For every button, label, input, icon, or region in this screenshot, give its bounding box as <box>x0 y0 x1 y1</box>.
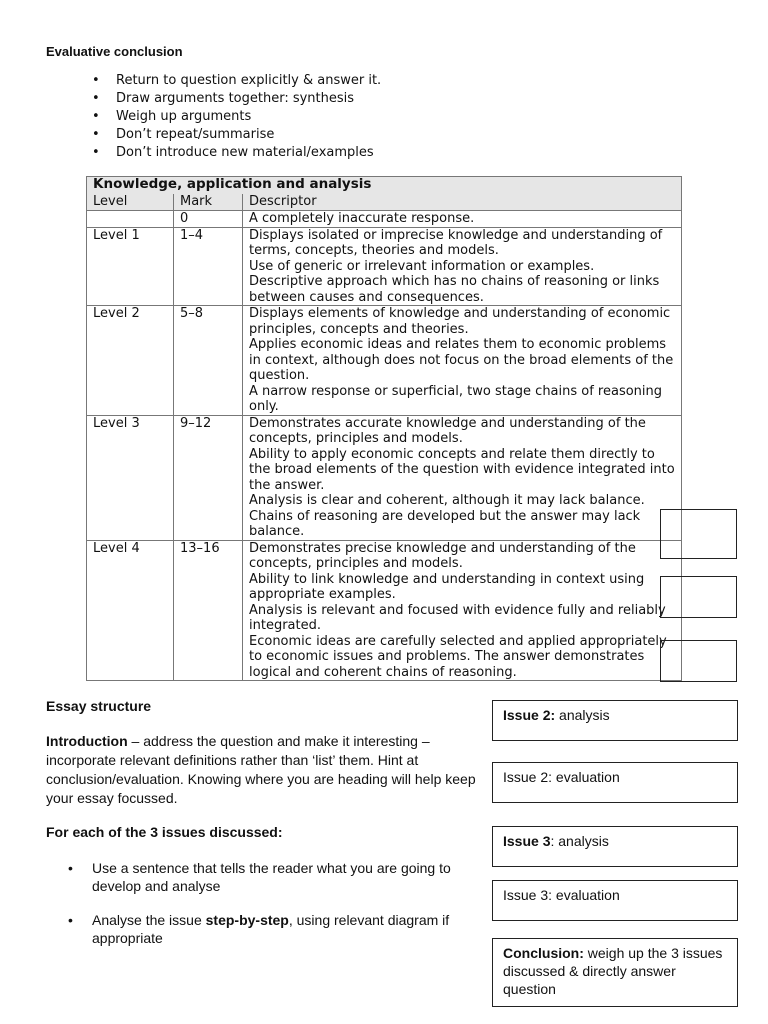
evaluative-conclusion-list <box>46 72 381 162</box>
descriptor-line: Ability to apply economic concepts and relate them directly to the broad elements of the question with evidence integrated into the answer. <box>249 446 675 493</box>
list-item: • Return to question explicitly & answer it. <box>46 72 381 90</box>
box-label: Conclusion: <box>503 945 584 961</box>
descriptor-line: A narrow response or superficial, two stage chains of reasoning only. <box>249 383 663 414</box>
mark-cell: 1–4 <box>174 227 243 306</box>
table-header-row <box>87 194 682 211</box>
list-item: • Don’t repeat/summarise <box>46 126 381 144</box>
box-label: Issue 3 <box>503 833 551 849</box>
empty-box <box>660 576 737 618</box>
empty-box <box>660 509 737 559</box>
table-row <box>87 306 682 416</box>
issue3-evaluation-box: Issue 3: evaluation <box>492 880 738 921</box>
descriptor-line: Displays isolated or imprecise knowledge and understanding of terms, concepts, theories and models. <box>249 227 663 258</box>
list-item <box>46 911 476 947</box>
descriptor-line: Demonstrates precise knowledge and understanding of the concepts, principles and models. <box>249 540 636 571</box>
level-cell: Level 3 <box>87 415 174 540</box>
level-cell: Level 1 <box>87 227 174 306</box>
level-cell: Level 2 <box>87 306 174 416</box>
mark-cell: 0 <box>174 211 243 228</box>
table-row <box>87 415 682 540</box>
introduction-label: Introduction <box>46 733 128 749</box>
list-item: • Draw arguments together: synthesis <box>46 90 381 108</box>
essay-structure-heading: Essay structure <box>46 698 152 714</box>
descriptor-line: Applies economic ideas and relates them to economic problems in context, although does not focus on the broad elements of the question. <box>249 337 674 383</box>
box-label: Issue 2: <box>503 707 556 723</box>
bullet-text: , using relevant diagram if appropriate <box>92 912 450 946</box>
empty-box <box>660 640 737 682</box>
issues-heading: For each of the 3 issues discussed: <box>46 824 283 840</box>
descriptor-line: Analysis is clear and coherent, although it may lack balance. <box>249 493 645 508</box>
table-row <box>87 227 682 306</box>
header-mark: Mark <box>174 194 243 211</box>
introduction-text: – address the question and make it interesting – incorporate relevant definitions rather than ‘list’ them. Hint at conclusion/evaluation. Knowing where you are heading will help keep your essay focussed. <box>46 733 476 806</box>
box-text: analysis <box>555 707 610 723</box>
descriptor-cell <box>243 540 682 681</box>
descriptor-line: Analysis is relevant and focused with evidence fully and reliably integrated. <box>249 602 666 633</box>
descriptor-line: Economic ideas are carefully selected and applied appropriately to economic issues and problems. The answer demonstrates logical and coherent chains of reasoning. <box>249 633 667 680</box>
descriptor-cell <box>243 306 682 416</box>
descriptor-cell <box>243 415 682 540</box>
mark-cell: 9–12 <box>174 415 243 540</box>
table-row <box>87 540 682 681</box>
bullet-text: Analyse the issue <box>92 912 206 928</box>
box-text: weigh up the 3 issues discussed & directly answer question <box>503 945 723 997</box>
bullet-emphasis: step-by-step <box>205 912 289 928</box>
descriptor-line: Demonstrates accurate knowledge and understanding of the concepts, principles and models. <box>249 415 646 446</box>
table-row <box>87 211 682 228</box>
descriptor-cell <box>243 211 682 228</box>
header-level: Level <box>87 194 174 211</box>
table-title: Knowledge, application and analysis <box>87 177 682 195</box>
descriptor-line: Displays elements of knowledge and understanding of economic principles, concepts and theories. <box>249 306 671 337</box>
introduction-paragraph <box>46 732 476 808</box>
table-title-row <box>87 177 682 195</box>
list-item: • Don’t introduce new material/examples <box>46 144 381 162</box>
list-item: • Weigh up arguments <box>46 108 381 126</box>
descriptor-line: Chains of reasoning are developed but the answer may lack balance. <box>249 508 641 539</box>
conclusion-box <box>492 938 738 1007</box>
descriptor-cell <box>243 227 682 306</box>
level-cell <box>87 211 174 228</box>
mark-cell: 5–8 <box>174 306 243 416</box>
evaluative-conclusion-heading: Evaluative conclusion <box>46 44 183 59</box>
header-descriptor: Descriptor <box>243 194 682 211</box>
descriptor-line: Ability to link knowledge and understanding in context using appropriate examples. <box>249 571 645 602</box>
issue2-evaluation-box: Issue 2: evaluation <box>492 762 738 803</box>
issue2-analysis-box <box>492 700 738 741</box>
list-item: • Use a sentence that tells the reader what you are going to develop and analyse <box>46 859 476 895</box>
level-cell: Level 4 <box>87 540 174 681</box>
mark-scheme-table <box>86 176 682 681</box>
descriptor-line: A completely inaccurate response. <box>249 211 475 226</box>
box-text: : analysis <box>550 833 609 849</box>
issues-list <box>46 859 476 963</box>
descriptor-line: Descriptive approach which has no chains of reasoning or links between causes and consequences. <box>249 274 660 305</box>
mark-cell: 13–16 <box>174 540 243 681</box>
descriptor-line: Use of generic or irrelevant information or examples. <box>249 258 595 274</box>
issue3-analysis-box <box>492 826 738 867</box>
